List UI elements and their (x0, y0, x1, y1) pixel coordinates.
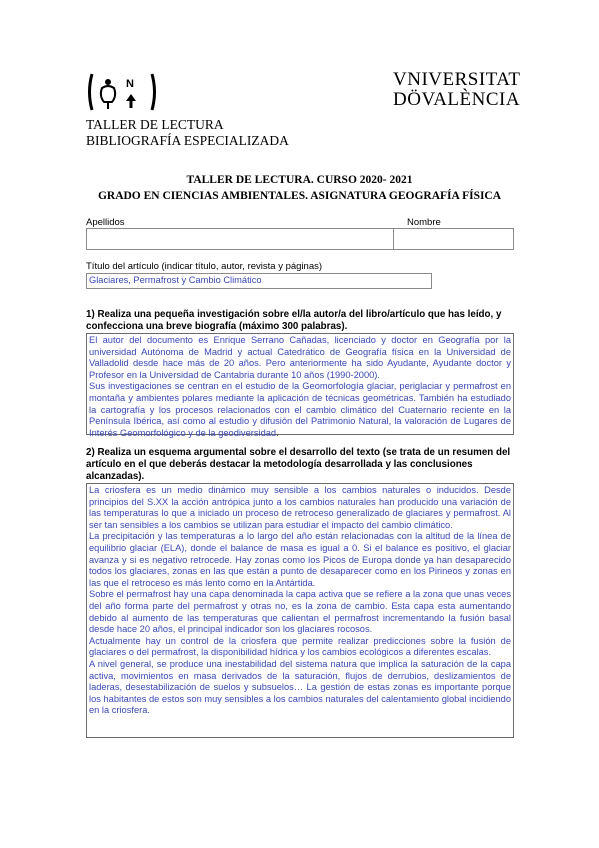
header-title-line-1: TALLER DE LECTURA (86, 117, 224, 132)
universitat-valencia-logo (393, 69, 521, 110)
apellidos-field[interactable] (86, 228, 394, 250)
answer-2-box[interactable] (86, 483, 514, 738)
answer-2-paragraph: A nivel general, se produce una inestabilidad del sistema natura que implica la saturación de la capa activa, movimientos en masa derivados de la saturación, flujos de derrubios, deslizamientos de laderas, desestabilización de suelos y subsuelos… La gestión de estas zonas es importante porque los habitantes de estos son muy sensibles a los cambios naturales del calentamiento global incidiendo en la criosfera. (89, 658, 511, 716)
course-title (86, 172, 513, 204)
logo-line-2: DÖVALÈNCIA (393, 89, 521, 110)
question-2 (86, 447, 513, 483)
question-1 (86, 309, 513, 333)
answer-1-paragraph: El autor del documento es Enrique Serrano Cañadas, licenciado y doctor en Geografía por la universidad Autónoma de Madrid y actual Catedrático de Geografía física en la Universidad de Valladolid desde hace más de 20 años. Pero anteriormente ha sido Ayudante, Ayudante doctor y Profesor en la Universidad de Cantabria durante 10 años (1990-2000). (89, 335, 511, 380)
question-2-text: Realiza un esquema argumental sobre el desarrollo del texto (se trata de un resumen del artículo en el que deberás destacar la metodología desarrollada y las conclusiones alcanzadas). (86, 447, 511, 482)
uv-seal-logo (86, 72, 158, 112)
logo-line-1: VNIVERSITAT (393, 69, 521, 90)
apellidos-label: Apellidos (86, 217, 125, 228)
answer-2-paragraph: La criosfera es un medio dinámico muy sensible a los cambios naturales o inducidos. Desde principios del S.XX la acción antrópica junto a los cambios naturales han producido una variación de las temperaturas lo que a iniciado un proceso de retroceso generalizado de glaciares y permafrost. Al ser tan sensibles a los cambios se utilizan para estudiar el impacto del cambio climático. (89, 485, 511, 530)
nombre-label: Nombre (407, 217, 441, 228)
answer-1-paragraph: Sus investigaciones se centran en el estudio de la Geomorfología glaciar, periglaciar y permafrost en montaña y ambientes polares mediante la aplicación de técnicas geométricas. También ha estudiado la cartografía y los procesos relacionados con el cambio climático del Cuaternario reciente en la Península Ibérica, así como al estudio y difusión del Patrimonio Natural, la valoración de Lugares de Interés Geomorfológico y de la geodiversidad. (89, 381, 511, 438)
answer-2-paragraph: Sobre el permafrost hay una capa denominada la capa activa que se refiere a la zona que unas veces del año forma parte del permafrost y otras no, es la zona de cambio. Esta capa esta aumentando debido al aumento de las temperaturas que calientan el permafrost incrementando la fusión basal desde hace 20 años, el principal indicador son los glaciares rocosos. (89, 589, 511, 635)
answer-2-paragraph: Actualmente hay un control de la criosfera que permite realizar predicciones sobre la fusión de glaciares o del permafrost, la disponibilidad hídrica y los cambios ecológicos a diferentes escalas. (89, 635, 511, 658)
question-1-text: Realiza una pequeña investigación sobre el/la autor/a del libro/artículo que has leído, y confecciona una breve biografía (máximo 300 palabras). (86, 309, 502, 332)
course-line-1: TALLER DE LECTURA. CURSO 2020- 2021 (186, 174, 413, 186)
svg-text:N: N (126, 78, 134, 90)
answer-1-box[interactable] (86, 333, 514, 438)
question-2-number: 2) (86, 447, 95, 458)
answer-2-paragraph: La precipitación y las temperaturas a lo largo del año están relacionadas con la altitud de la línea de equilibrio glaciar (ELA), donde el balance de masa es igual a 0. Si el balance es positivo, el glaciar avanza y si es negativo retrocede. Hay zonas como los Picos de Europa donde ya han desaparecido todos los glaciares, zonas en las que están a punto de desaparecer como en los Pirineos y zonas en las que el retroceso es más lento como en la Antártida. (89, 531, 511, 588)
titulo-label: Título del artículo (indicar título, autor, revista y páginas) (86, 261, 323, 272)
course-line-2: GRADO EN CIENCIAS AMBIENTALES. ASIGNATURA GEOGRAFÍA FÍSICA (97, 190, 502, 202)
header-title-line-2: BIBLIOGRAFÍA ESPECIALIZADA (86, 133, 289, 148)
header-title (86, 117, 289, 149)
question-1-number: 1) (86, 309, 95, 320)
titulo-field[interactable]: Glaciares, Permafrost y Cambio Climático (86, 273, 432, 289)
nombre-field[interactable] (393, 228, 514, 250)
